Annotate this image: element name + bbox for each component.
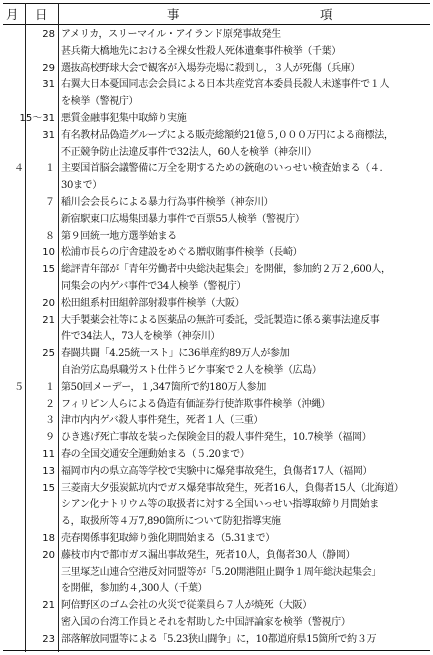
table-row xyxy=(3,279,430,295)
table-row xyxy=(3,296,430,312)
table-row xyxy=(3,481,430,497)
row-event-text: 30まで） xyxy=(61,180,102,192)
table-row xyxy=(3,413,430,429)
row-event-text: 部落解放同盟等による「5.23狭山闘争」に，10都道府県15箇所で約３万 xyxy=(61,633,377,645)
table-row xyxy=(3,531,430,547)
table-row xyxy=(3,380,430,396)
row-day: 18 xyxy=(42,533,55,544)
row-event-text: 三菱南大夕張炭鉱坑内でガス爆発事故発生，死者16人，負傷者15人（北海道） xyxy=(61,482,404,494)
row-day: ７ xyxy=(45,197,55,208)
row-event-text: フィリピン人らによる偽造有価証券行使詐欺事件検挙（沖縄） xyxy=(61,398,331,410)
header-event-2: 項 xyxy=(320,7,333,22)
table-row xyxy=(3,464,430,480)
row-day: 31 xyxy=(42,129,55,141)
row-month: ５ xyxy=(14,381,24,393)
row-day: 21 xyxy=(42,314,55,326)
table-row xyxy=(3,313,430,329)
row-event-text: を検挙（警視庁） xyxy=(61,96,139,108)
table-header xyxy=(3,3,430,25)
table-row xyxy=(3,212,430,228)
table-row xyxy=(3,497,430,513)
table-row xyxy=(3,195,430,211)
row-day: 10 xyxy=(42,247,55,259)
table-row xyxy=(3,262,430,278)
row-event-text: 福岡市内の県立高等学校で実験中に爆発事故発生，負傷者17人（福岡） xyxy=(61,465,373,477)
table-row xyxy=(3,329,430,345)
table-row xyxy=(3,615,430,631)
row-event-text: 松田組系村田組幹部射殺事件検挙（大阪） xyxy=(61,297,245,309)
row-event-text: 悪質金融事犯集中取締り実施 xyxy=(61,113,187,124)
row-day: ９ xyxy=(45,432,55,444)
row-event-text: 右翼大日本憂国同志会会員による日本共産党宮本委員長殺人未遂事件で１人 xyxy=(61,79,390,91)
row-day: 13 xyxy=(42,465,55,477)
table-row xyxy=(3,430,430,446)
row-event-text: シアン化ナトリウム等の取扱者に対する全国いっせい指導取締り月間始ま xyxy=(61,499,379,511)
table-row xyxy=(3,548,430,564)
table-row xyxy=(3,178,430,194)
header-day: 日 xyxy=(35,7,48,22)
table-row xyxy=(3,565,430,581)
row-event-text: 同集会の内ゲバ事件で34人検挙（警視庁） xyxy=(61,281,247,292)
table-row xyxy=(3,229,430,245)
table-bottom-rule xyxy=(3,650,430,651)
header-month: 月 xyxy=(6,7,19,22)
table-row xyxy=(3,632,430,648)
row-event-text: 第９回統一地方選挙始まる xyxy=(61,230,177,242)
row-event-text: 密入国の台湾工作員とそれを幇助した中国評論家を検挙（警視庁） xyxy=(61,617,351,628)
row-day: 20 xyxy=(42,549,55,561)
table-row xyxy=(3,111,430,127)
row-event-text: アメリカ，スリーマイル・アイランド原発事故発生 xyxy=(61,29,281,40)
table-row xyxy=(3,128,430,144)
row-event-text: 甚兵衛大橋地先における全裸女性殺人死体遺棄事件検挙（千葉） xyxy=(61,45,341,57)
row-event-text: 三里塚芝山連合空港反対同盟等が「5.20開港阻止闘争１周年総決起集会」 xyxy=(61,566,382,578)
table-row xyxy=(3,145,430,161)
row-day: 15 xyxy=(42,264,55,276)
chronology-table xyxy=(3,3,430,652)
table-row xyxy=(3,245,430,261)
row-event-text: 大手製薬会社等による医薬品の無許可委託，受託製造に係る薬事法違反事 xyxy=(61,314,380,326)
row-event-text: を開催，参加約４,300人（千葉） xyxy=(61,583,208,595)
table-row xyxy=(3,94,430,110)
table-row xyxy=(3,598,430,614)
table-row xyxy=(3,161,430,177)
row-event-text: 売春関係事犯取締り強化期間始まる（5.31まで） xyxy=(61,533,275,544)
row-event-text: る，取扱所等４万7,890箇所について防犯指導実施 xyxy=(61,516,281,528)
row-day: 23 xyxy=(42,633,55,645)
row-day: 20 xyxy=(42,297,55,309)
table-row xyxy=(3,581,430,597)
header-event-1: 事 xyxy=(167,7,180,22)
table-row xyxy=(3,77,430,93)
row-day: 31 xyxy=(42,79,55,91)
row-event-text: 第50回メーデー，１,347箇所で約180万人参加 xyxy=(61,381,266,393)
row-event-text: 主要国首脳会議警備に万全を期するための銃砲のいっせい検査始まる（４. xyxy=(61,163,383,175)
row-day: 15 xyxy=(42,482,55,494)
row-event-text: 春の全国交通安全運動始まる（５.20まで） xyxy=(61,449,250,460)
row-day: ３ xyxy=(45,415,55,427)
row-day: １ xyxy=(45,163,55,175)
table-row xyxy=(3,447,430,463)
row-day: 15～31 xyxy=(19,113,55,124)
row-event-text: 有名教材品偽造グループによる販売総額約21億５,０００万円による商標法， xyxy=(61,129,394,141)
row-event-text: 総評青年部が「青年労働者中央総決起集会」を開催，参加約２万２,600人， xyxy=(61,264,391,276)
row-event-text: 津市内内ゲバ殺人事件発生，死者１人（三重） xyxy=(61,415,264,427)
row-event-text: 阿倍野区のゴム会社の火災で従業員ら７人が焼死（大阪） xyxy=(61,600,312,612)
table-row xyxy=(3,363,430,379)
table-row xyxy=(3,397,430,413)
row-event-text: 春闘共闘「4.25統一スト」に36単産約89万人が参加 xyxy=(61,348,290,360)
row-event-text: 不正競争防止法違反事件で32法人，60人を検挙（神奈川） xyxy=(61,146,317,158)
row-event-text: 新宿駅東口広場集団暴力事件で百票55人検挙（警視庁） xyxy=(61,213,305,225)
row-day: 29 xyxy=(42,62,55,74)
row-day: 25 xyxy=(42,348,55,360)
table-row xyxy=(3,27,430,43)
row-event-text: 件で34法人，73人を検挙（神奈川） xyxy=(61,331,221,343)
row-event-text: 自治労広島県職労スト仕伴うビケ事案で２人を検挙（広島） xyxy=(61,365,322,376)
table-row xyxy=(3,61,430,77)
row-event-text: 選抜高校野球大会で観客が入場券売場に殺到し，３人が死傷（兵庫） xyxy=(61,62,361,74)
row-day: ２ xyxy=(45,398,55,410)
table-row xyxy=(3,346,430,362)
row-event-text: 松浦市長らの庁舎建設をめぐる贈収賄事件検挙（長崎） xyxy=(61,247,303,259)
table-row xyxy=(3,44,430,60)
row-day: 11 xyxy=(42,449,55,460)
row-day: 28 xyxy=(42,29,55,40)
row-event-text: 藤枝市内で都市ガス漏出事故発生，死者10人，負傷者30人（静岡） xyxy=(61,549,356,561)
row-day: １ xyxy=(45,381,55,393)
row-event-text: ひき逃げ死亡事故を装った保険金目的殺人事件発生，10.7検挙（福岡） xyxy=(61,432,372,444)
table-row xyxy=(3,514,430,530)
row-day: ８ xyxy=(45,230,55,242)
row-month: ４ xyxy=(14,163,24,175)
row-event-text: 稲川会会長らによる暴力行為事件検挙（神奈川） xyxy=(61,197,274,208)
row-day: 21 xyxy=(42,600,55,612)
